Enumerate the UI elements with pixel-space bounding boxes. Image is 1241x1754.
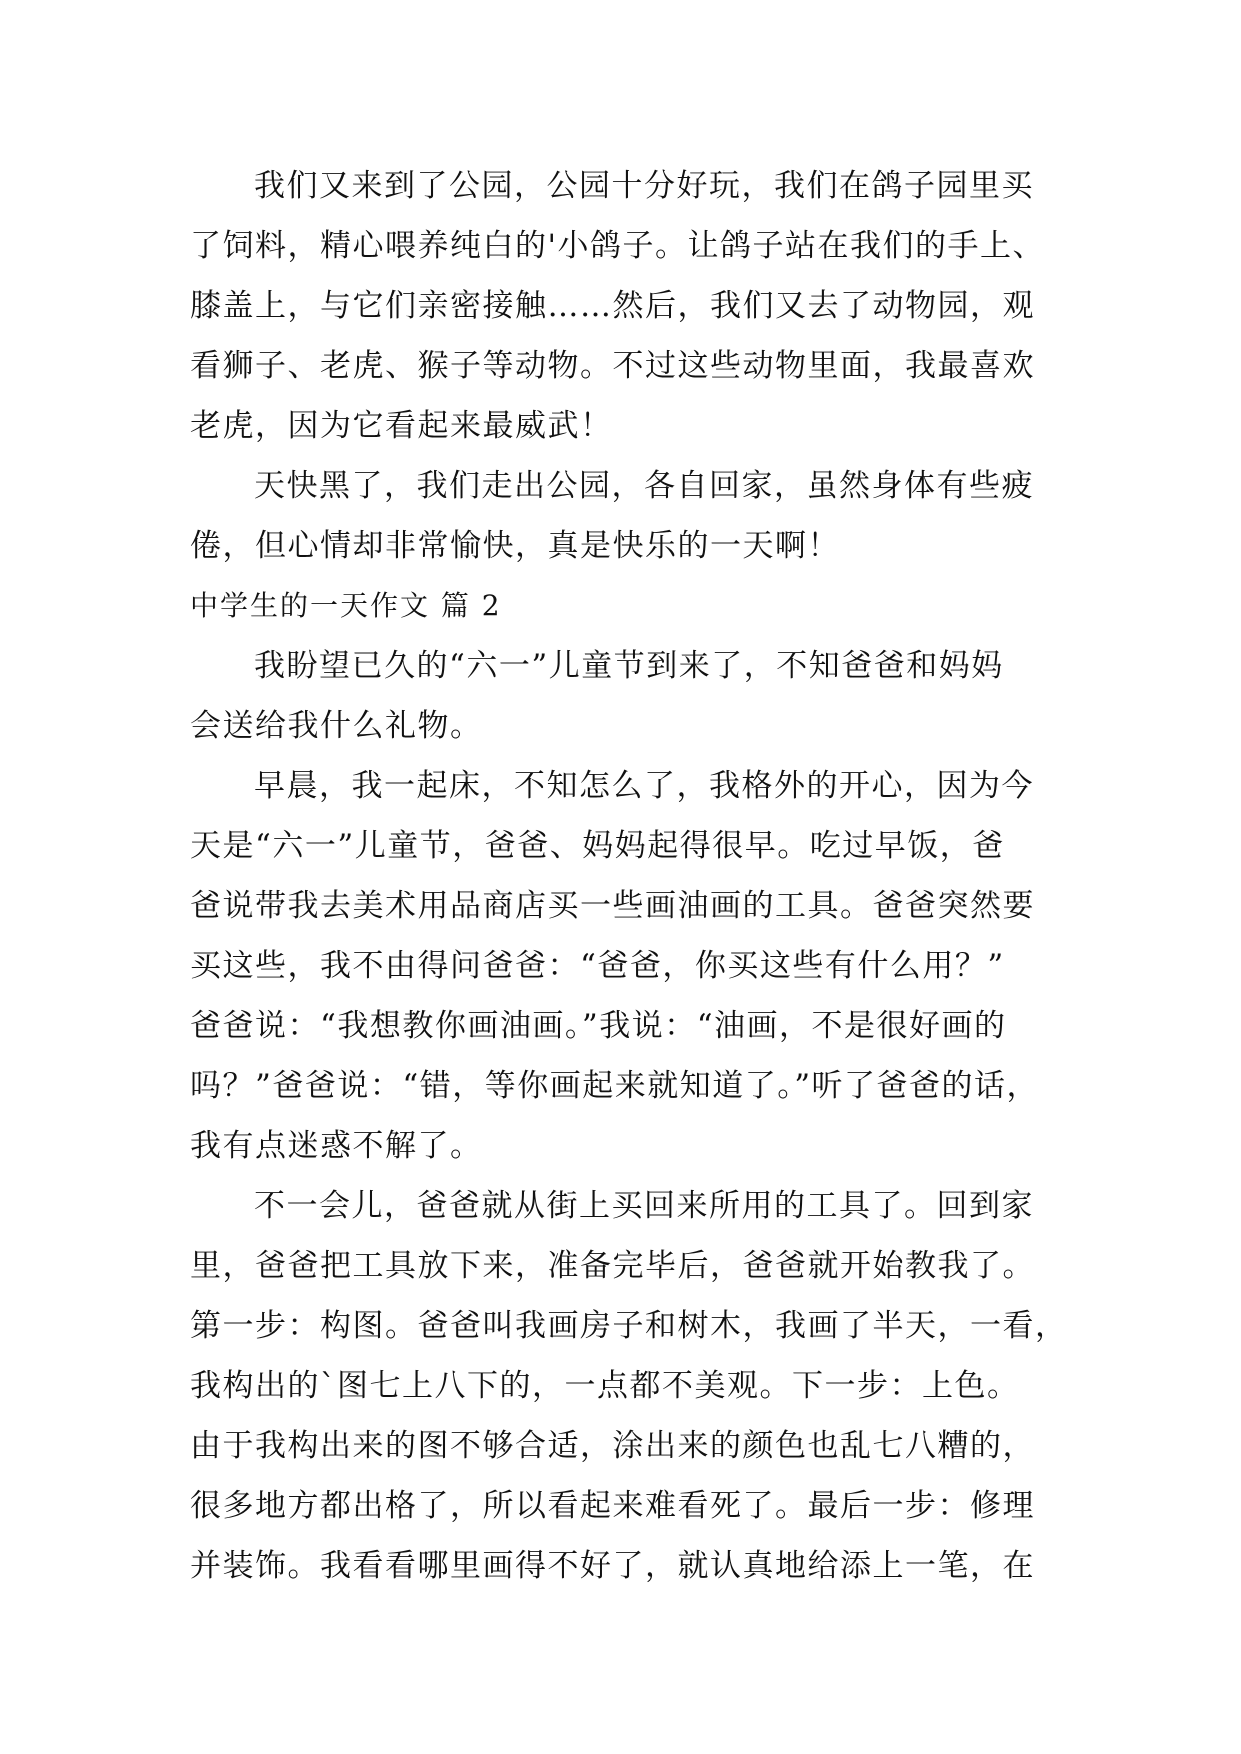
paragraph-line: 不一会儿，爸爸就从街上买回来所用的工具了。回到家 (254, 1188, 1034, 1224)
paragraph-line: 天是“六一”儿童节，爸爸、妈妈起得很早。吃过早饭，爸 (190, 828, 1005, 864)
paragraph-line: 了饲料，精心喂养纯白的'小鸽子。让鸽子站在我们的手上、 (190, 228, 1046, 264)
paragraph-line: 第一步：构图。爸爸叫我画房子和树木，我画了半天，一看， (190, 1308, 1068, 1344)
paragraph-line: 看狮子、老虎、猴子等动物。不过这些动物里面，我最喜欢 (190, 348, 1035, 384)
paragraph-line: 并装饰。我看看哪里画得不好了，就认真地给添上一笔，在 (190, 1548, 1035, 1584)
paragraph-line: 我构出的`图七上八下的，一点都不美观。下一步：上色。 (190, 1368, 1020, 1404)
paragraph-line: 我们又来到了公园，公园十分好玩，我们在鸽子园里买 (254, 168, 1034, 204)
paragraph-line: 倦，但心情却非常愉快，真是快乐的一天啊！ (190, 528, 840, 564)
paragraph-line: 爸说带我去美术用品商店买一些画油画的工具。爸爸突然要 (190, 888, 1035, 924)
paragraph-line: 买这些，我不由得问爸爸：“爸爸，你买这些有什么用？” (190, 948, 1005, 984)
paragraph-line: 爸爸说：“我想教你画油画。”我说：“油画，不是很好画的 (190, 1008, 1007, 1044)
paragraph-line: 会送给我什么礼物。 (190, 708, 483, 744)
paragraph-line: 膝盖上，与它们亲密接触……然后，我们又去了动物园，观 (190, 288, 1035, 324)
paragraph-line: 很多地方都出格了，所以看起来难看死了。最后一步：修理 (190, 1488, 1035, 1524)
paragraph-line: 由于我构出来的图不够合适，涂出来的颜色也乱七八糟的， (190, 1428, 1035, 1464)
paragraph-line: 吗？”爸爸说：“错，等你画起来就知道了。”听了爸爸的话， (190, 1068, 1040, 1104)
document-body (190, 156, 1070, 1596)
paragraph-line: 天快黑了，我们走出公园，各自回家，虽然身体有些疲 (254, 468, 1034, 504)
section-heading: 中学生的一天作文 篇 2 (190, 589, 502, 622)
paragraph-line: 里，爸爸把工具放下来，准备完毕后，爸爸就开始教我了。 (190, 1248, 1035, 1284)
paragraph-line: 我盼望已久的“六一”儿童节到来了，不知爸爸和妈妈 (254, 648, 1004, 684)
paragraph-line: 我有点迷惑不解了。 (190, 1128, 483, 1164)
paragraph-line: 老虎，因为它看起来最威武！ (190, 408, 613, 444)
paragraph-line: 早晨，我一起床，不知怎么了，我格外的开心，因为今 (254, 768, 1034, 804)
